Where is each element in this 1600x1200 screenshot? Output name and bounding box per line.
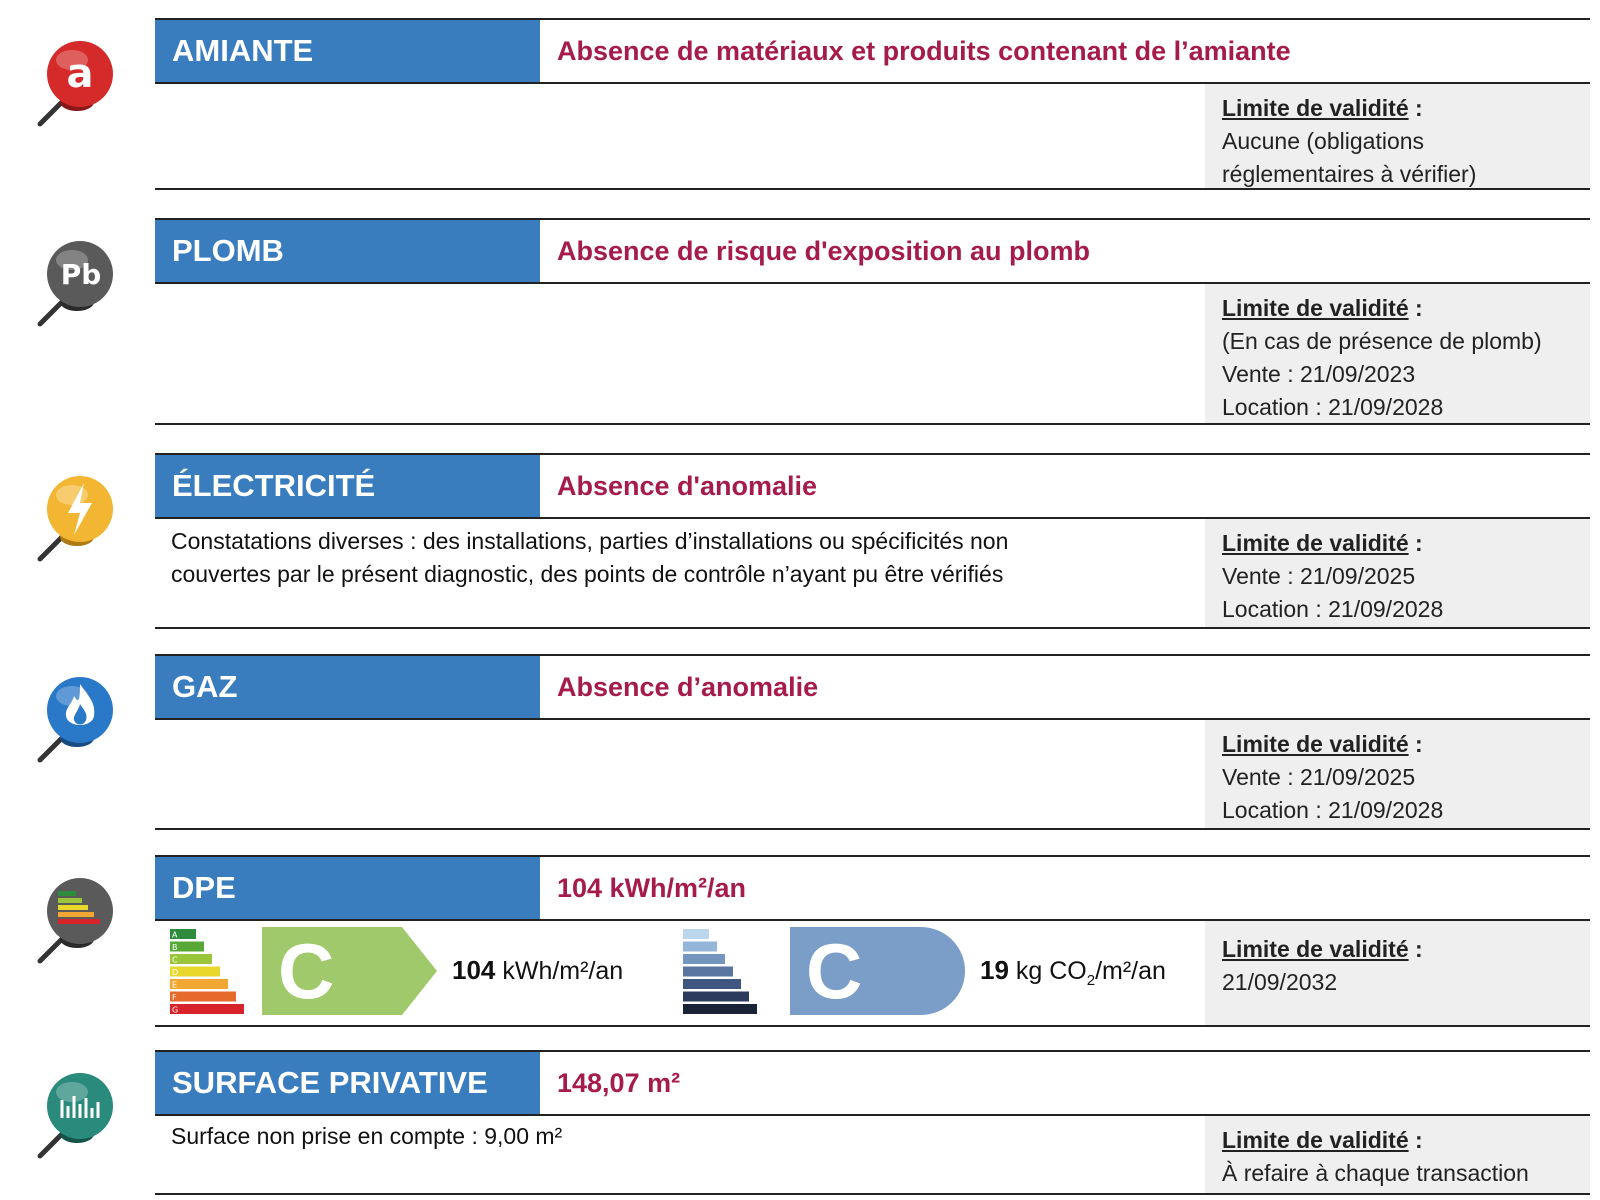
ghg-scale-bar <box>683 992 749 1002</box>
ghg-scale-bar <box>683 954 725 964</box>
section-title: PLOMB <box>155 220 540 282</box>
gas-flame-pin-icon <box>30 668 120 768</box>
ghg-scale <box>683 929 767 1019</box>
energy-value: 104 kWh/m²/an <box>452 955 624 985</box>
energy-class-arrow <box>262 927 437 1015</box>
surface-area-pin-icon <box>30 1064 120 1164</box>
energy-scale-bar <box>170 992 236 1002</box>
validity-box: Limite de validité : À refaire à chaque transaction <box>1205 1116 1590 1194</box>
ghg-scale-bar <box>683 1004 757 1014</box>
section-result: 104 kWh/m²/an <box>557 873 747 903</box>
section-result: Absence d’anomalie <box>557 672 819 702</box>
ghg-class-badge <box>790 927 965 1015</box>
section-result: 148,07 m² <box>557 1068 681 1098</box>
section-result: Absence de matériaux et produits contenant de l’amiante <box>557 36 1291 66</box>
electricity-pin-icon <box>30 467 120 567</box>
divider <box>155 1193 1590 1195</box>
energy-rating-pin-icon <box>30 869 120 969</box>
validity-box: Limite de validité : Vente : 21/09/2025 Location : 21/09/2028 <box>1205 720 1590 828</box>
validity-box: Limite de validité : 21/09/2032 <box>1205 921 1590 1025</box>
section-title: AMIANTE <box>155 20 540 82</box>
energy-scale-bar <box>170 979 228 989</box>
ghg-value: 19 kg $CO_2/m^2/an$ <box>980 955 1166 989</box>
energy-scale-letter: A <box>172 930 178 940</box>
divider <box>155 828 1590 830</box>
asbestos-pin-icon <box>30 32 120 132</box>
validity-box: Limite de validité : Aucune (obligations réglementaires à vérifier) <box>1205 84 1590 189</box>
section-title: SURFACE PRIVATIVE <box>155 1052 540 1114</box>
validity-box: Limite de validité : (En cas de présence de plomb) Vente : 21/09/2023 Location : 21/09/2028 <box>1205 284 1590 424</box>
energy-scale-bar <box>170 1004 244 1014</box>
energy-scale-letter: F <box>172 993 177 1002</box>
energy-scale-letter: C <box>172 955 178 965</box>
section-note: Constatations diverses : des installations, parties d’installations ou spécificités non couvertes par le présent diagnostic, des points de contrôle n’ayant pu être vérifiés <box>171 528 1009 587</box>
divider <box>155 1025 1590 1027</box>
section-title: GAZ <box>155 656 540 718</box>
validity-box: Limite de validité : Vente : 21/09/2025 Location : 21/09/2028 <box>1205 519 1590 627</box>
ghg-class-letter: C <box>806 927 863 1015</box>
ghg-scale-bar <box>683 967 733 977</box>
energy-class-letter: C <box>278 927 335 1015</box>
lead-pin-icon <box>30 232 120 332</box>
section-note: Surface non prise en compte : 9,00 m² <box>171 1123 563 1149</box>
ghg-scale-bar <box>683 929 709 939</box>
divider <box>155 423 1590 425</box>
section-result: Absence d'anomalie <box>557 471 818 501</box>
ghg-scale-bar <box>683 979 741 989</box>
energy-scale-letter: B <box>172 943 178 952</box>
energy-scale-letter: G <box>172 1005 179 1015</box>
svg-text:Pb: Pb <box>60 258 102 291</box>
energy-scale <box>170 929 254 1019</box>
section-result: Absence de risque d'exposition au plomb <box>557 236 1091 266</box>
divider <box>155 627 1590 629</box>
section-title: ÉLECTRICITÉ <box>155 455 540 517</box>
svg-text:a: a <box>66 51 94 97</box>
section-title: DPE <box>155 857 540 919</box>
ghg-scale-bar <box>683 942 717 952</box>
divider <box>155 188 1590 190</box>
energy-scale-letter: E <box>172 980 178 990</box>
energy-scale-letter: D <box>172 968 179 977</box>
